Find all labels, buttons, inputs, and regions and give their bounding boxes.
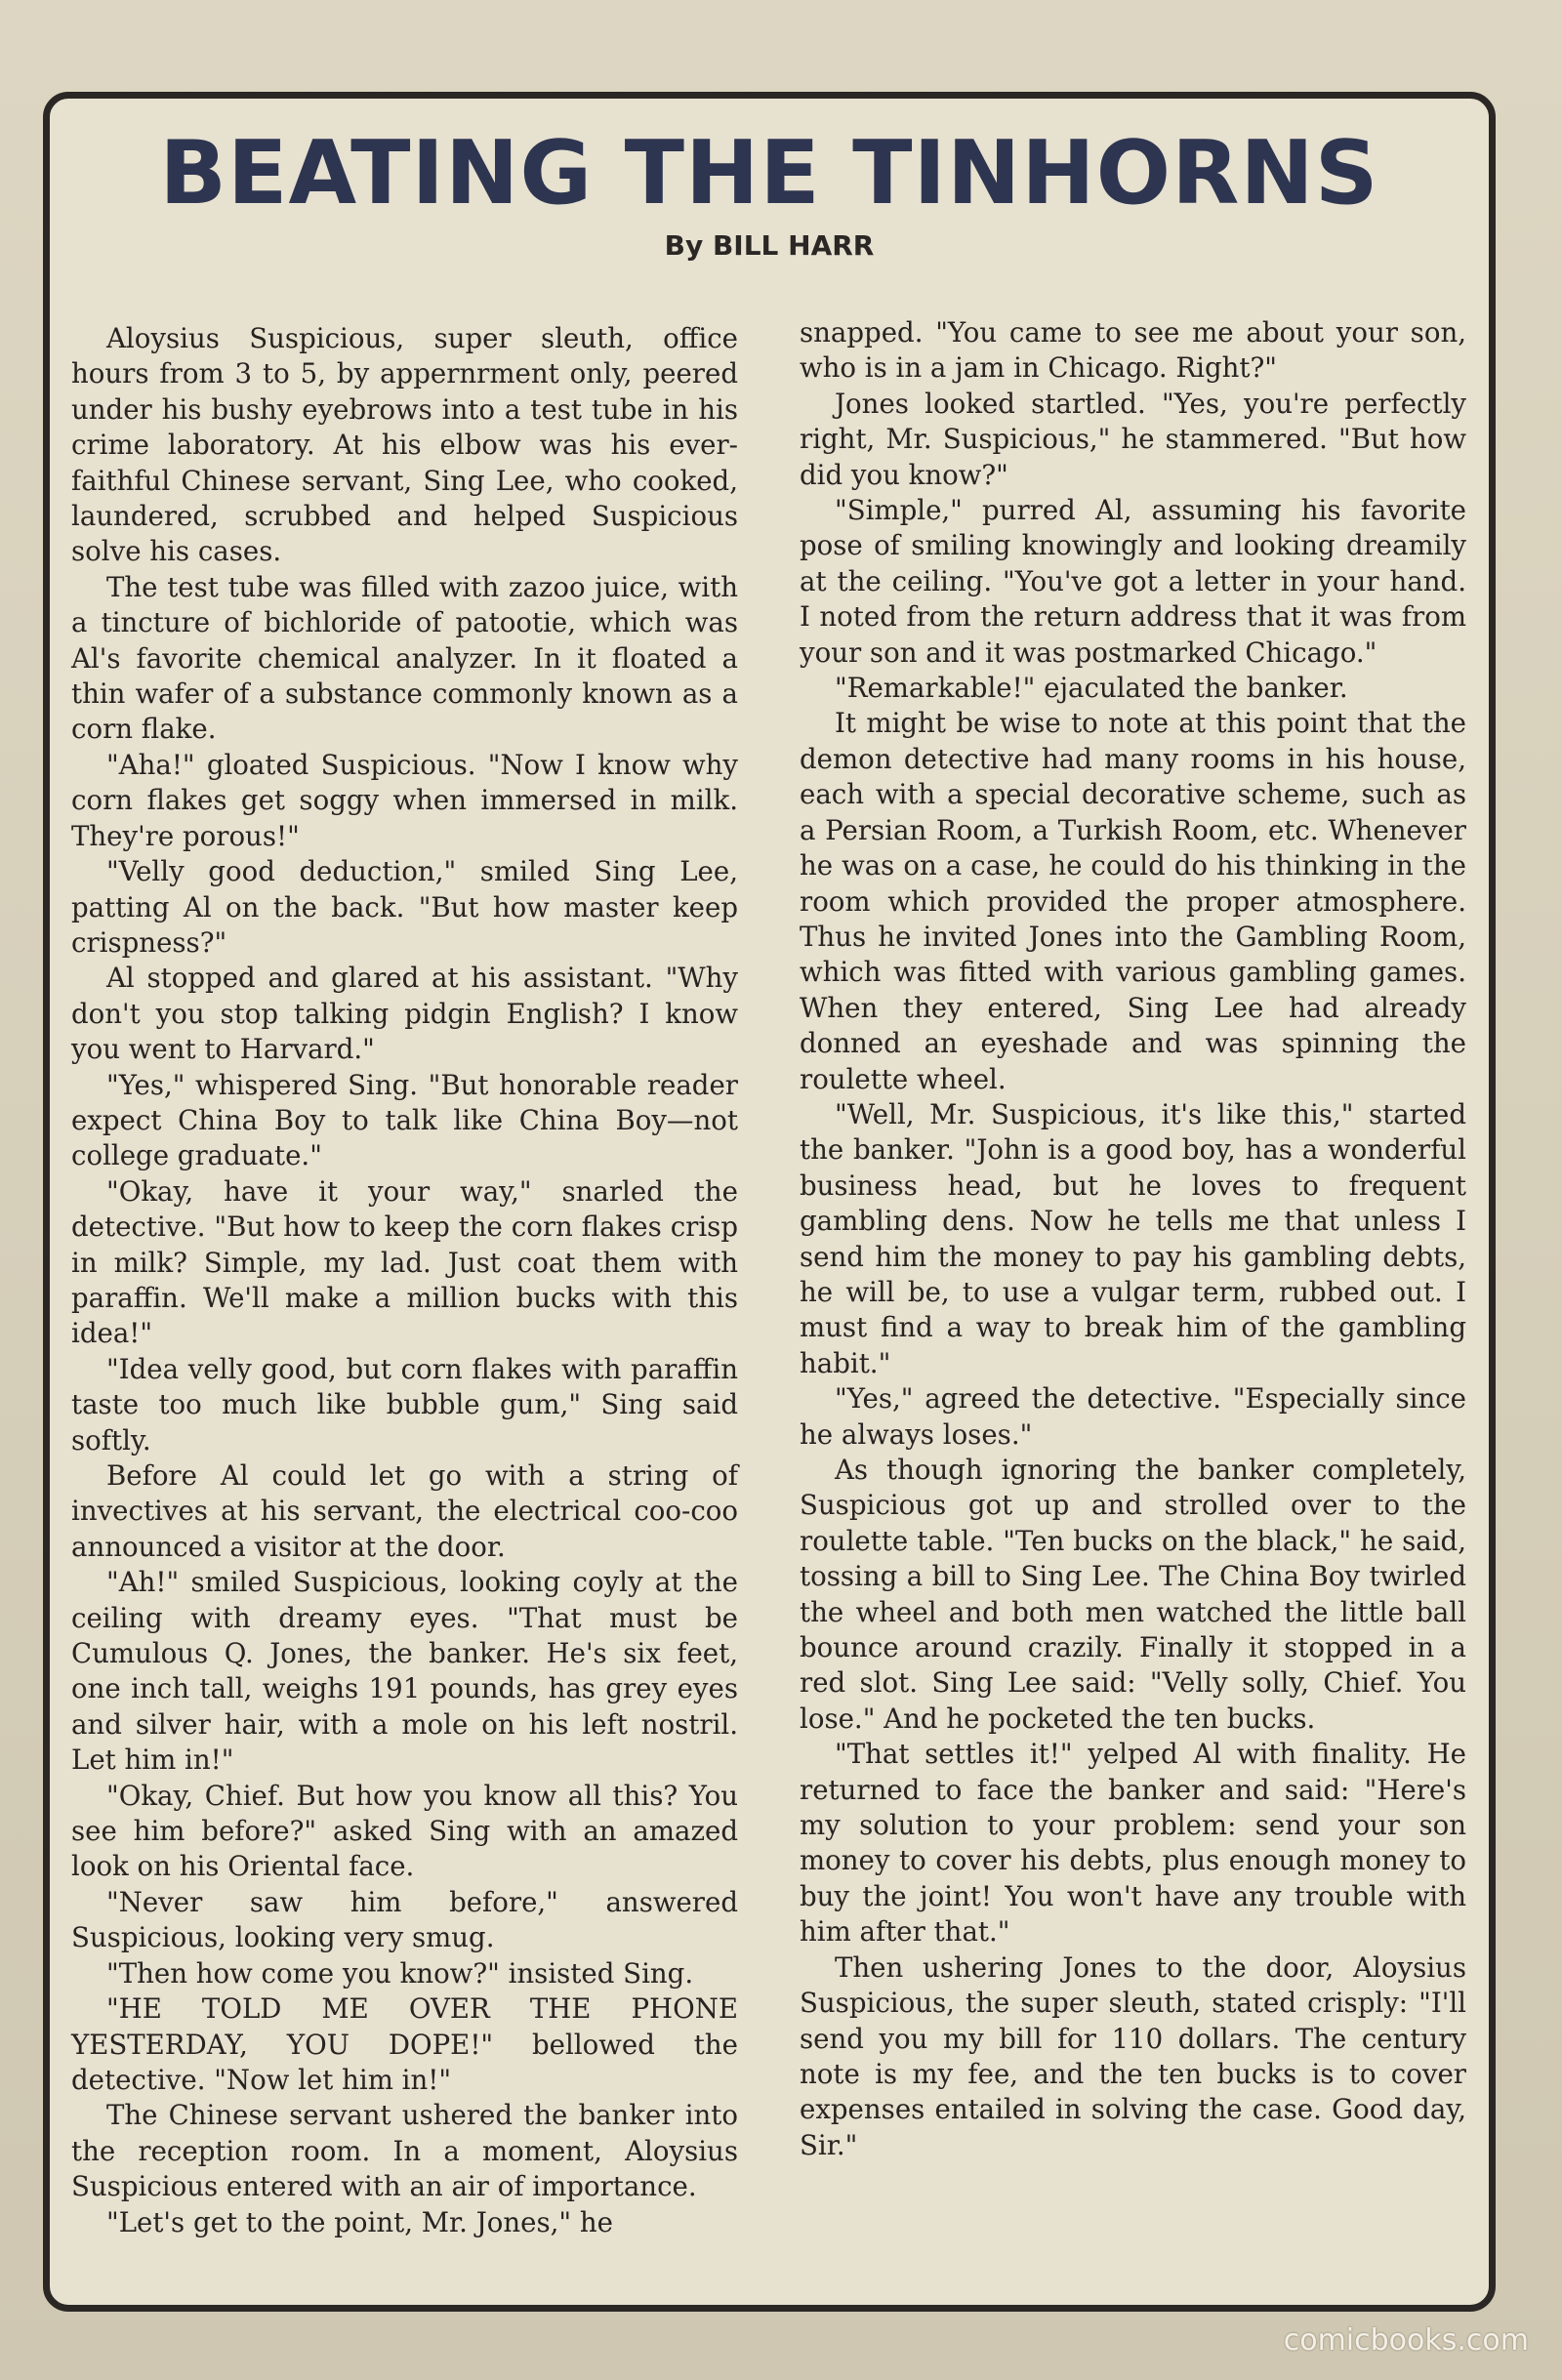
paragraph: "HE TOLD ME OVER THE PHONE YESTERDAY, YOU DOPE!" bellowed the detective. "Now let him in!" (71, 1992, 738, 2096)
article-title: BEATING THE TINHORNS (159, 122, 1379, 225)
article-byline: By BILL HARR (664, 229, 875, 262)
paragraph: It might be wise to note at this point that the demon detective had many rooms in his house, each with a special decorative scheme, such as a Persian Room, a Turkish Room, etc. Whenever he was on a case, he could do his thinking in the room which provided the proper atmosphere. Thus he invited Jones into the Gambling Room, which was fitted with various gambling games. When they entered, Sing Lee had already donned an eyeshade and was spinning the roulette wheel. (800, 707, 1466, 1095)
paragraph: "Remarkable!" ejaculated the banker. (835, 672, 1348, 705)
paragraph: "Ah!" smiled Suspicious, looking coyly at the ceiling with dreamy eyes. "That must be Cumulous Q. Jones, the banker. He's six feet, one inch tall, weighs 191 pounds, has grey eyes and silver hair, with a mole on his left nostril. Let him in!" (71, 1566, 738, 1777)
paragraph: "Okay, Chief. But how you know all this? You see him before?" asked Sing with an amazed look on his Oriental face. (71, 1779, 738, 1883)
paragraph: "Well, Mr. Suspicious, it's like this," started the banker. "John is a good boy, has a wonderful business head, but he loves to frequent gambling dens. Now he tells me that unless I send him the money to pay his gambling debts, he will be, to use a vulgar term, rubbed out. I must find a way to break him of the gambling habit." (800, 1097, 1466, 1379)
paragraph: "Yes," agreed the detective. "Especially since he always loses." (800, 1382, 1466, 1451)
site-watermark: comicbooks.com (1283, 2323, 1529, 2358)
paragraph: Jones looked startled. "Yes, you're perfectly right, Mr. Suspicious," he stammered. "But how did you know?" (800, 387, 1466, 491)
paragraph: "Never saw him before," answered Suspicious, looking very smug. (71, 1885, 738, 1954)
paragraph: "That settles it!" yelped Al with finality. He returned to face the banker and said: "Here's my solution to your problem: send your son money to cover his debts, plus enough money to buy the joint! You won't have any trouble with him after that." (800, 1738, 1466, 1949)
paragraph: Al stopped and glared at his assistant. "Why don't you stop talking pidgin English? I know you went to Harvard." (71, 962, 738, 1066)
paragraph: Before Al could let go with a string of invectives at his servant, the electrical coo-coo announced a visitor at the door. (71, 1459, 738, 1563)
paragraph: snapped. "You came to see me about your son, who is in a jam in Chicago. Right?" (800, 316, 1466, 385)
paragraph: As though ignoring the banker completely, Suspicious got up and strolled over to the roulette table. "Ten bucks on the black," he said, tossing a bill to Sing Lee. The China Boy twirled the wheel and both men watched the little ball bounce around crazily. Finally it stopped in a red slot. Sing Lee said: "Velly solly, Chief. You lose." And he pocketed the ten bucks. (800, 1454, 1466, 1735)
paragraph: "Simple," purred Al, assuming his favorite pose of smiling knowingly and looking dreamily at the ceiling. "You've got a letter in your hand. I noted from the return address that it was from your son and it was postmarked Chicago." (800, 494, 1466, 669)
paragraph: "Let's get to the point, Mr. Jones," he (106, 2205, 613, 2238)
article-frame (43, 92, 1496, 2312)
paragraph: Aloysius Suspicious, super sleuth, office hours from 3 to 5, by appernrment only, peered under his bushy eyebrows into a test tube in his crime laboratory. At his elbow was his ever-faithful Chinese servant, Sing Lee, who cooked, laundered, scrubbed and helped Suspicious solve his cases. (71, 322, 738, 568)
paragraph: "Okay, have it your way," snarled the detective. "But how to keep the corn flakes crisp in milk? Simple, my lad. Just coat them with paraffin. We'll make a million bucks with this idea!" (71, 1174, 738, 1350)
paragraph: "Idea velly good, but corn flakes with paraffin taste too much like bubble gum," Sing said softly. (71, 1352, 738, 1457)
paragraph: "Yes," whispered Sing. "But honorable reader expect China Boy to talk like China Boy—not college graduate." (71, 1068, 738, 1172)
paragraph: The test tube was filled with zazoo juice, with a tincture of bichloride of patootie, which was Al's favorite chemical analyzer. In it floated a thin wafer of a substance commonly known as a corn flake. (71, 570, 738, 746)
paragraph: "Velly good deduction," smiled Sing Lee, patting Al on the back. "But how master keep crispness?" (71, 855, 738, 959)
paragraph: "Then how come you know?" insisted Sing. (106, 1956, 694, 1990)
left-column (71, 321, 738, 2240)
paragraph: Then ushering Jones to the door, Aloysius Suspicious, the super sleuth, stated crisply: "I'll send you my bill for 110 dollars. The century note is my fee, and the ten bucks is to cover expenses entailed in solving the case. Good day, Sir." (800, 1950, 1466, 2161)
paragraph: "Aha!" gloated Suspicious. "Now I know why corn flakes get soggy when immersed in milk. They're porous!" (71, 748, 738, 852)
right-column (800, 315, 1466, 2163)
paragraph: The Chinese servant ushered the banker into the reception room. In a moment, Aloysius Suspicious entered with an air of importance. (71, 2099, 738, 2203)
